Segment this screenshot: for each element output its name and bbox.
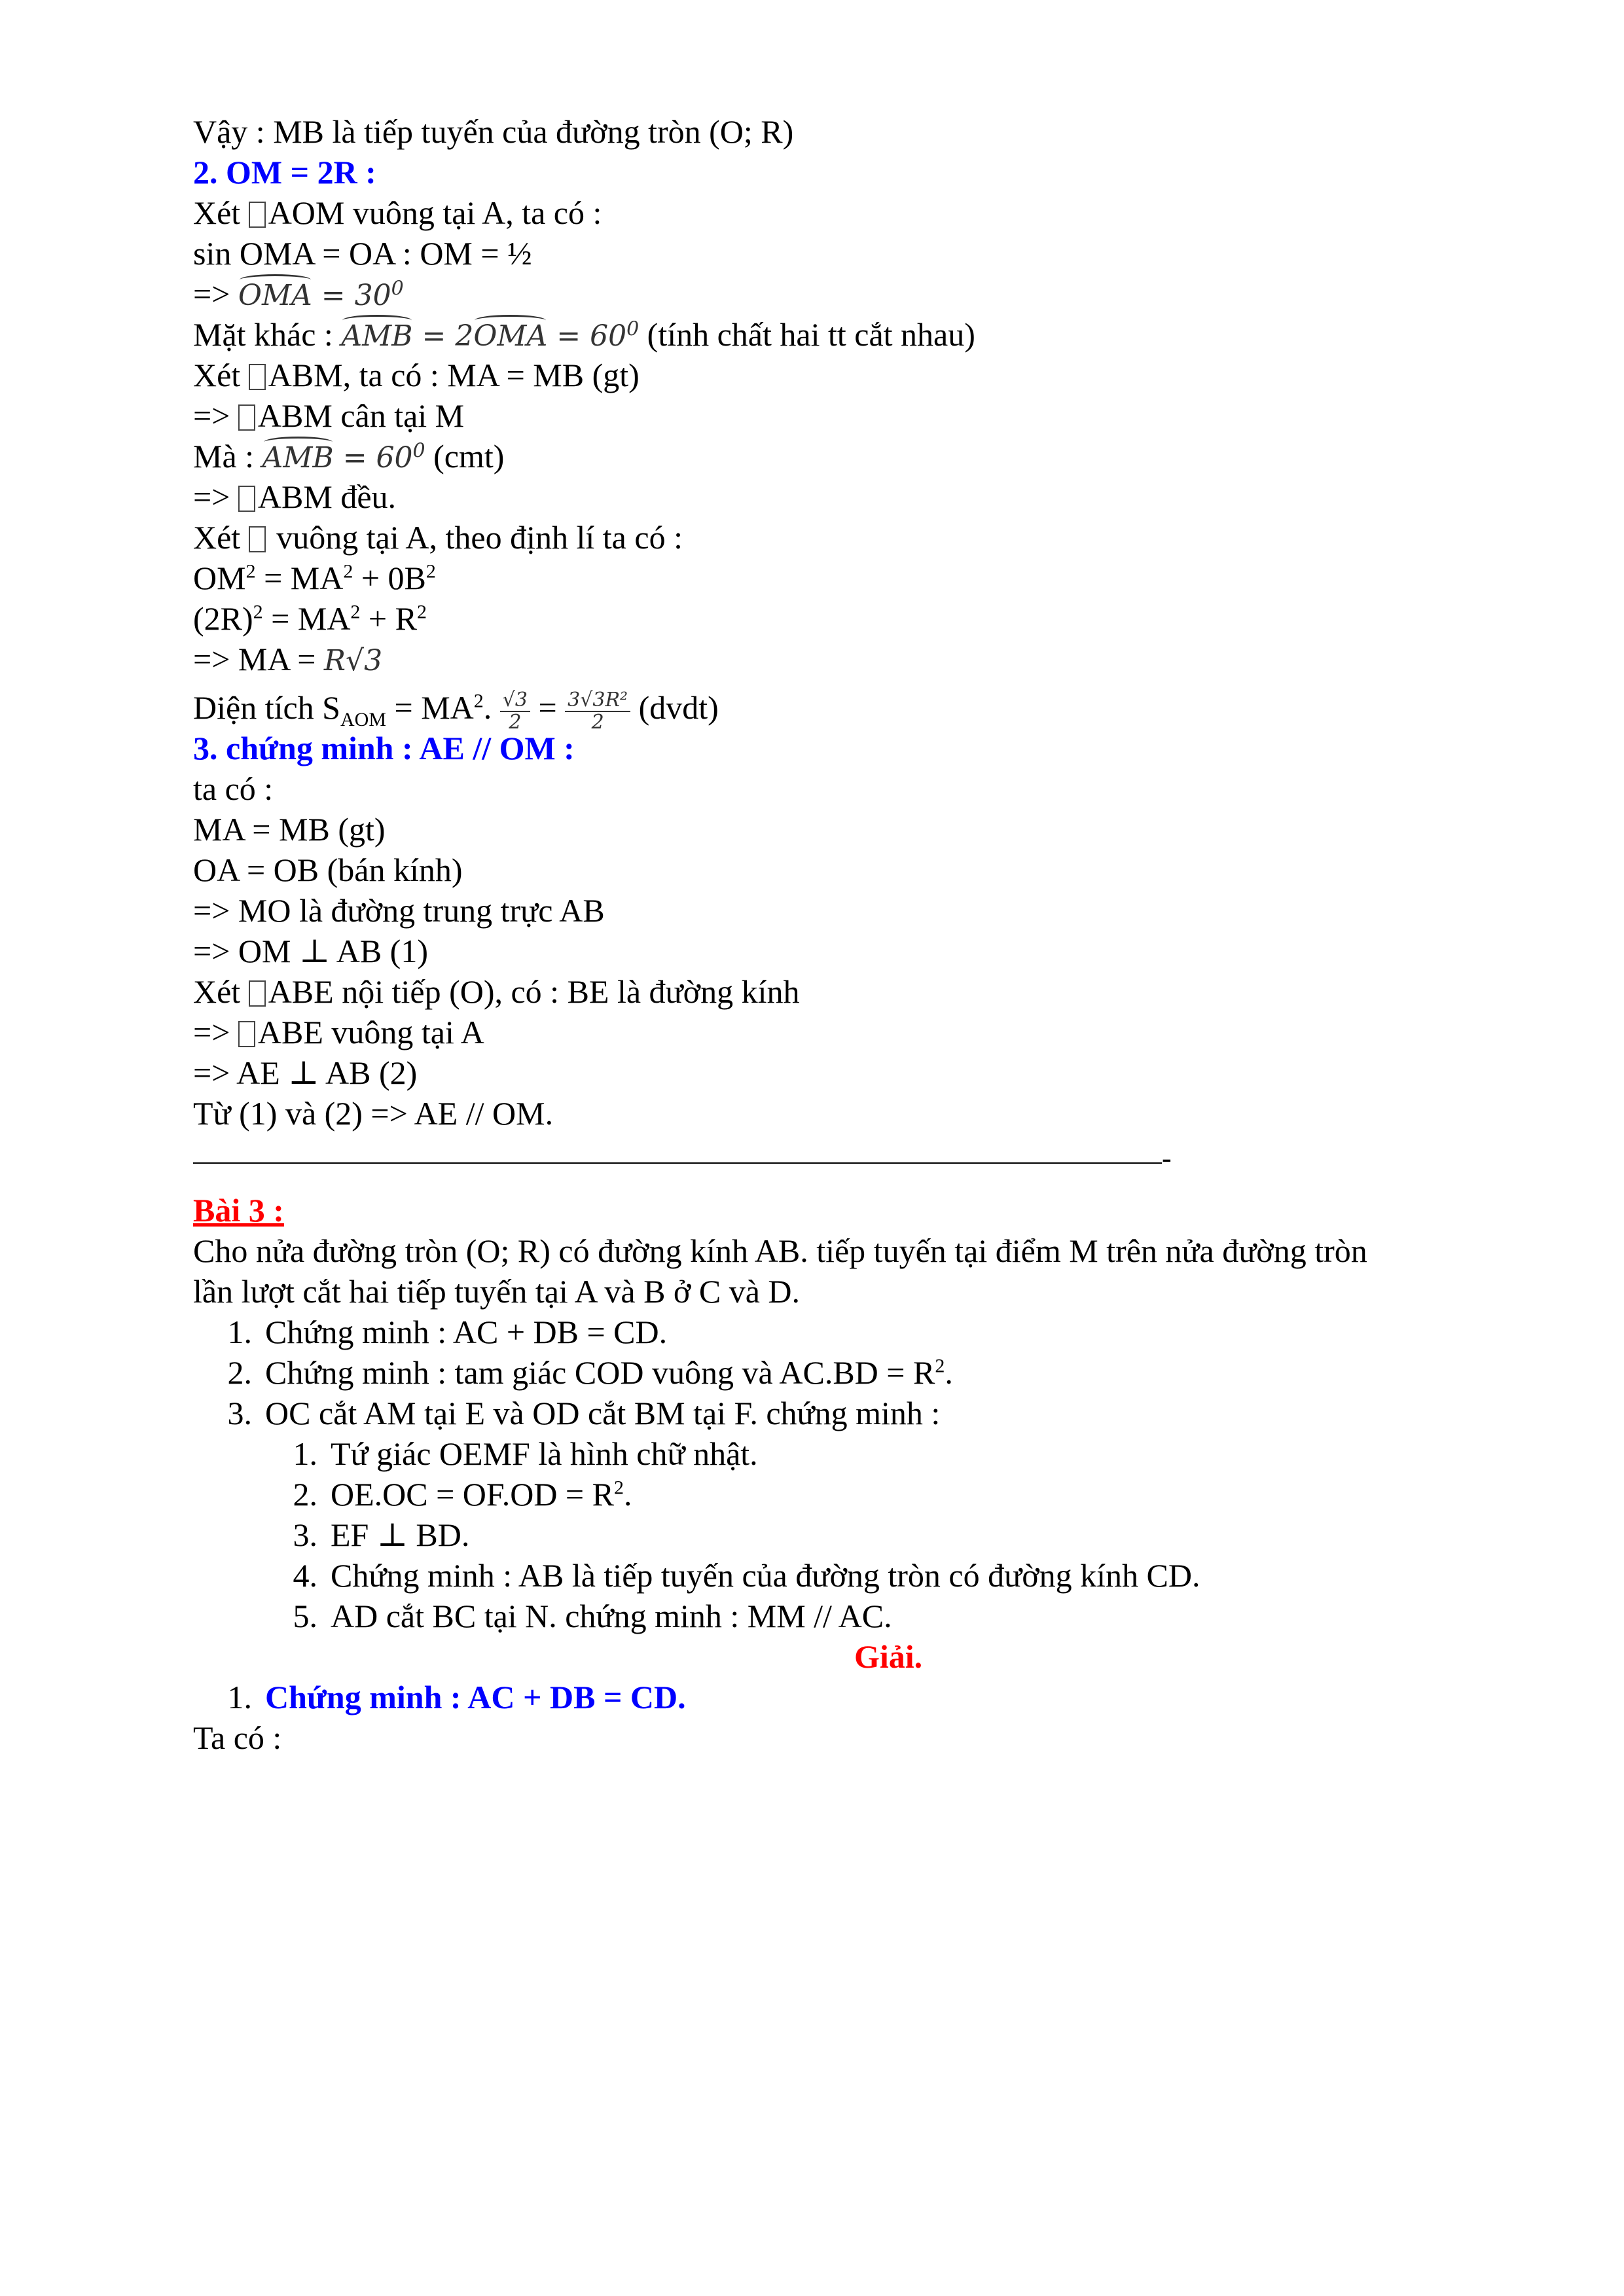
text-line: Xét ABM, ta có : MA = MB (gt) [193, 357, 640, 393]
text-line: Xét AOM vuông tại A, ta có : [193, 194, 602, 231]
sub-list-item: 3. EF ⊥ BD. [293, 1516, 470, 1553]
text-line: Xét vuông tại A, theo định lí ta có : [193, 519, 683, 556]
problem-text: lần lượt cắt hai tiếp tuyến tại A và B ở C và D. [193, 1273, 801, 1310]
list-item: 3. OC cắt AM tại E và OD cắt BM tại F. chứng minh : [227, 1395, 941, 1431]
text-line: => MO là đường trung trực AB [193, 892, 605, 929]
text-line: Mà : AMB = $60^0$ (cmt) [193, 436, 504, 478]
text-line: MA = MB (gt) [193, 811, 386, 848]
exercise-title: Bài 3 : [193, 1192, 284, 1229]
list-item: 2. Chứng minh : tam giác COD vuông và $AC.BD = R^2$. [227, 1354, 953, 1391]
missing-glyph-box [249, 202, 266, 228]
text-line: => OMA = $30^0$ [193, 274, 404, 316]
fraction: $\frac{\text{3√3R²}}{2}$ [565, 690, 630, 733]
section-heading: 3. chứng minh : AE // OM : [193, 730, 575, 766]
missing-glyph-box [238, 1021, 255, 1047]
text-line: ta có : [193, 770, 274, 807]
sub-list-item: 1. Tứ giác OEMF là hình chữ nhật. [293, 1435, 758, 1472]
text-line: Vậy : MB là tiếp tuyến của đường tròn (O; R) [193, 113, 794, 150]
text-line: $OM^2 = MA^2 + 0B^2$ [193, 560, 436, 596]
section-heading: 2. OM = 2R : [193, 154, 376, 190]
text-line: => ABM đều. [193, 478, 397, 515]
separator-line [193, 1162, 1162, 1164]
missing-glyph-box [238, 404, 255, 431]
missing-glyph-box [249, 364, 266, 390]
text-line: OA = OB (bán kính) [193, 852, 463, 888]
text-line: => MA = R√3 [193, 641, 383, 677]
text-line: Mặt khác : AMB = $2OMA = 60^0$ (tính chất hai tt cắt nhau) [193, 314, 975, 357]
fraction: $\frac{√3}{2}$ [500, 690, 530, 733]
problem-text: Cho nửa đường tròn (O; R) có đường kính AB. tiếp tuyến tại điểm M trên nửa đường tròn [193, 1232, 1367, 1269]
list-item: 1. Chứng minh : AC + DB = CD. [227, 1314, 668, 1350]
text-line: Xét ABE nội tiếp (O), có : BE là đường kính [193, 973, 800, 1010]
text-line: => ABE vuông tại A [193, 1014, 484, 1050]
text-line: => OM ⊥ AB (1) [193, 933, 428, 969]
sub-list-item: 2. $OE.OC = OF.OD = R^2$. [293, 1476, 632, 1513]
solution-title: Giải. [854, 1638, 923, 1675]
text-line: sin OMA = OA : OM = ½ [193, 235, 532, 272]
text-line: Ta có : [193, 1719, 282, 1756]
missing-glyph-box [249, 526, 266, 552]
text-line: => ABM cân tại M [193, 397, 465, 434]
text-line: => AE ⊥ AB (2) [193, 1054, 418, 1091]
text-line: $(2R)^2 = MA^2 + R^2$ [193, 600, 427, 637]
text-line: Từ (1) và (2) => AE // OM. [193, 1095, 554, 1132]
missing-glyph-box [249, 980, 266, 1007]
text-line: Diện tích $S_{AOM} = MA^2$. $\frac{√3}{2}$ = $\frac{\text{3√3R²}}{2}$ (dvdt) [193, 688, 719, 734]
separator-dash: - [1162, 1142, 1172, 1174]
sub-list-item: 5. AD cắt BC tại N. chứng minh : MM // AC. [293, 1598, 892, 1634]
missing-glyph-box [238, 486, 255, 512]
list-item: 1. Chứng minh : AC + DB = CD. [227, 1679, 686, 1715]
sub-list-item: 4. Chứng minh : AB là tiếp tuyến của đường tròn có đường kính CD. [293, 1557, 1200, 1594]
